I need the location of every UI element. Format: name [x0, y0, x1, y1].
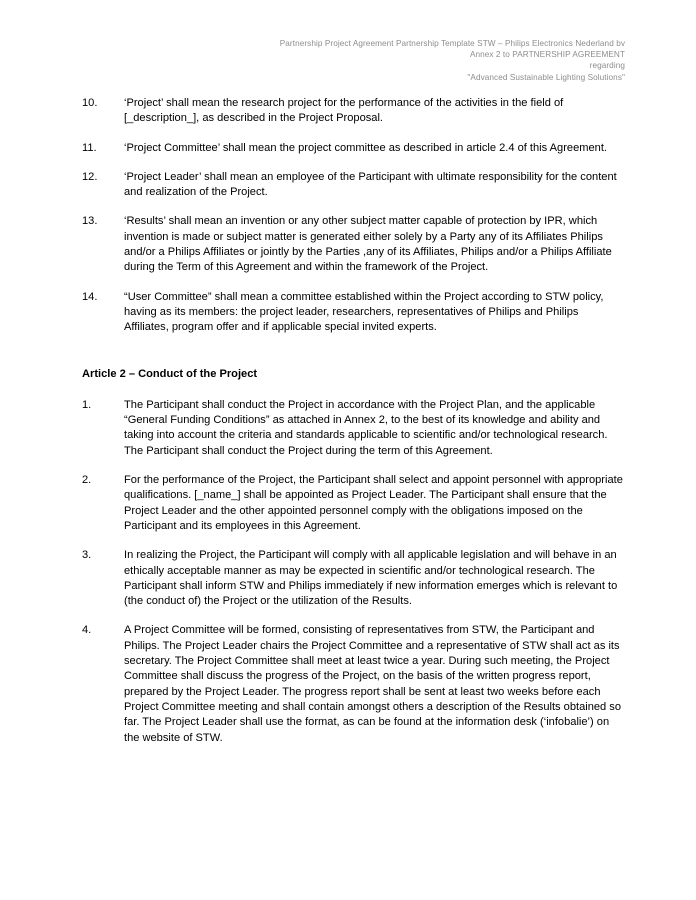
clause-item: [82, 214, 625, 275]
clause-text: ‘Project Leader’ shall mean an employee of the Participant with ultimate responsibility for the content and realization of the Project.: [124, 170, 617, 199]
clause-item: [82, 623, 625, 745]
clause-number: 10.: [82, 97, 98, 109]
running-header: [70, 38, 625, 83]
clause-text: ‘Results’ shall mean an invention or any other subject matter capable of protection by IPR, which invention is made or subject matter is generated either solely by a Party any of its Affiliates Philips and/or a Philips Affiliates or jointly by the Parties ,any of its Affiliates, Philips and/or a Philips Affiliate during the Term of this Agreement and within the framework of the Project.: [124, 215, 612, 274]
clause-number: 3.: [82, 549, 92, 562]
clause-item: [82, 96, 625, 127]
clause-text: “User Committee” shall mean a committee established within the Project according to STW policy, having as its members: the project leader, researchers, representatives of Philips and Philips Affiliates, program offer and if applicable special invited experts.: [124, 290, 604, 334]
clause-number: 4.: [82, 624, 92, 637]
article-clause-list: [82, 398, 625, 746]
header-line-1: Partnership Project Agreement Partnership Template STW – Philips Electronics Nederland bv: [279, 39, 625, 48]
clause-item: [82, 170, 625, 201]
header-line-2: Annex 2 to PARTNERSHIP AGREEMENT: [469, 50, 625, 60]
clause-text: ‘Project’ shall mean the research project for the performance of the activities in the field of [_description_], as described in the Project Proposal.: [124, 97, 564, 125]
clause-number: 1.: [82, 398, 92, 411]
clause-text: A Project Committee will be formed, consisting of representatives from STW, the Participant and Philips. The Project Leader chairs the Project Committee and a representative of STW shall act as its secretary. The Project Committee shall meet at least twice a year. During such meeting, the Project Committee shall discuss the progress of the Project, on the basis of the written progress report, prepared by the Project Leader. The progress report shall be sent at least two weeks before each Project Committee meeting and shall contain amongst others a description of the Results obtained so far. The Project Leader shall use the format, as can be found at the information desk (‘infobalie’) on the website of STW.: [124, 624, 622, 744]
header-line-4: "Advanced Sustainable Lighting Solutions": [467, 72, 625, 82]
clause-text: In realizing the Project, the Participant will comply with all applicable legislation and will behave in an ethically acceptable manner as may be expected in scientific and/or technological research. The Participant shall inform STW and Philips immediately if new information emerges which is relevant to (the conduct of) the Project or the utilization of the Results.: [124, 549, 618, 608]
article-heading: Article 2 – Conduct of the Project: [82, 367, 258, 380]
clause-item: [82, 290, 625, 336]
clause-item: [82, 548, 625, 609]
clause-number: 11.: [82, 141, 97, 154]
clause-item: [82, 473, 625, 534]
clause-number: 2.: [82, 474, 92, 487]
clause-text: The Participant shall conduct the Project in accordance with the Project Plan, and the applicable “General Funding Conditions” as attached in Annex 2, to the best of its knowledge and ability and taking into account the criteria and standards applicable to scientific and/or technological research. The Participant shall conduct the Project during the term of this Agreement.: [124, 398, 608, 457]
clause-item: [82, 398, 625, 459]
clause-text: For the performance of the Project, the Participant shall select and appoint personnel with appropriate qualifications. [_name_] shall be appointed as Project Leader. The Participant shall ensure that the Project Leader and the other appointed personnel comply with the obligations imposed on the Participant and its employees in this Agreement.: [124, 474, 623, 532]
header-line-3: regarding: [589, 61, 625, 71]
clause-item: [82, 141, 625, 156]
definitions-list: [82, 96, 625, 336]
clause-number: 13.: [82, 215, 98, 228]
clause-text: ‘Project Committee’ shall mean the project committee as described in article 2.4 of this Agreement.: [124, 141, 608, 154]
clause-number: 14.: [82, 290, 98, 303]
clause-number: 12.: [82, 170, 98, 183]
document-body: [82, 96, 625, 746]
